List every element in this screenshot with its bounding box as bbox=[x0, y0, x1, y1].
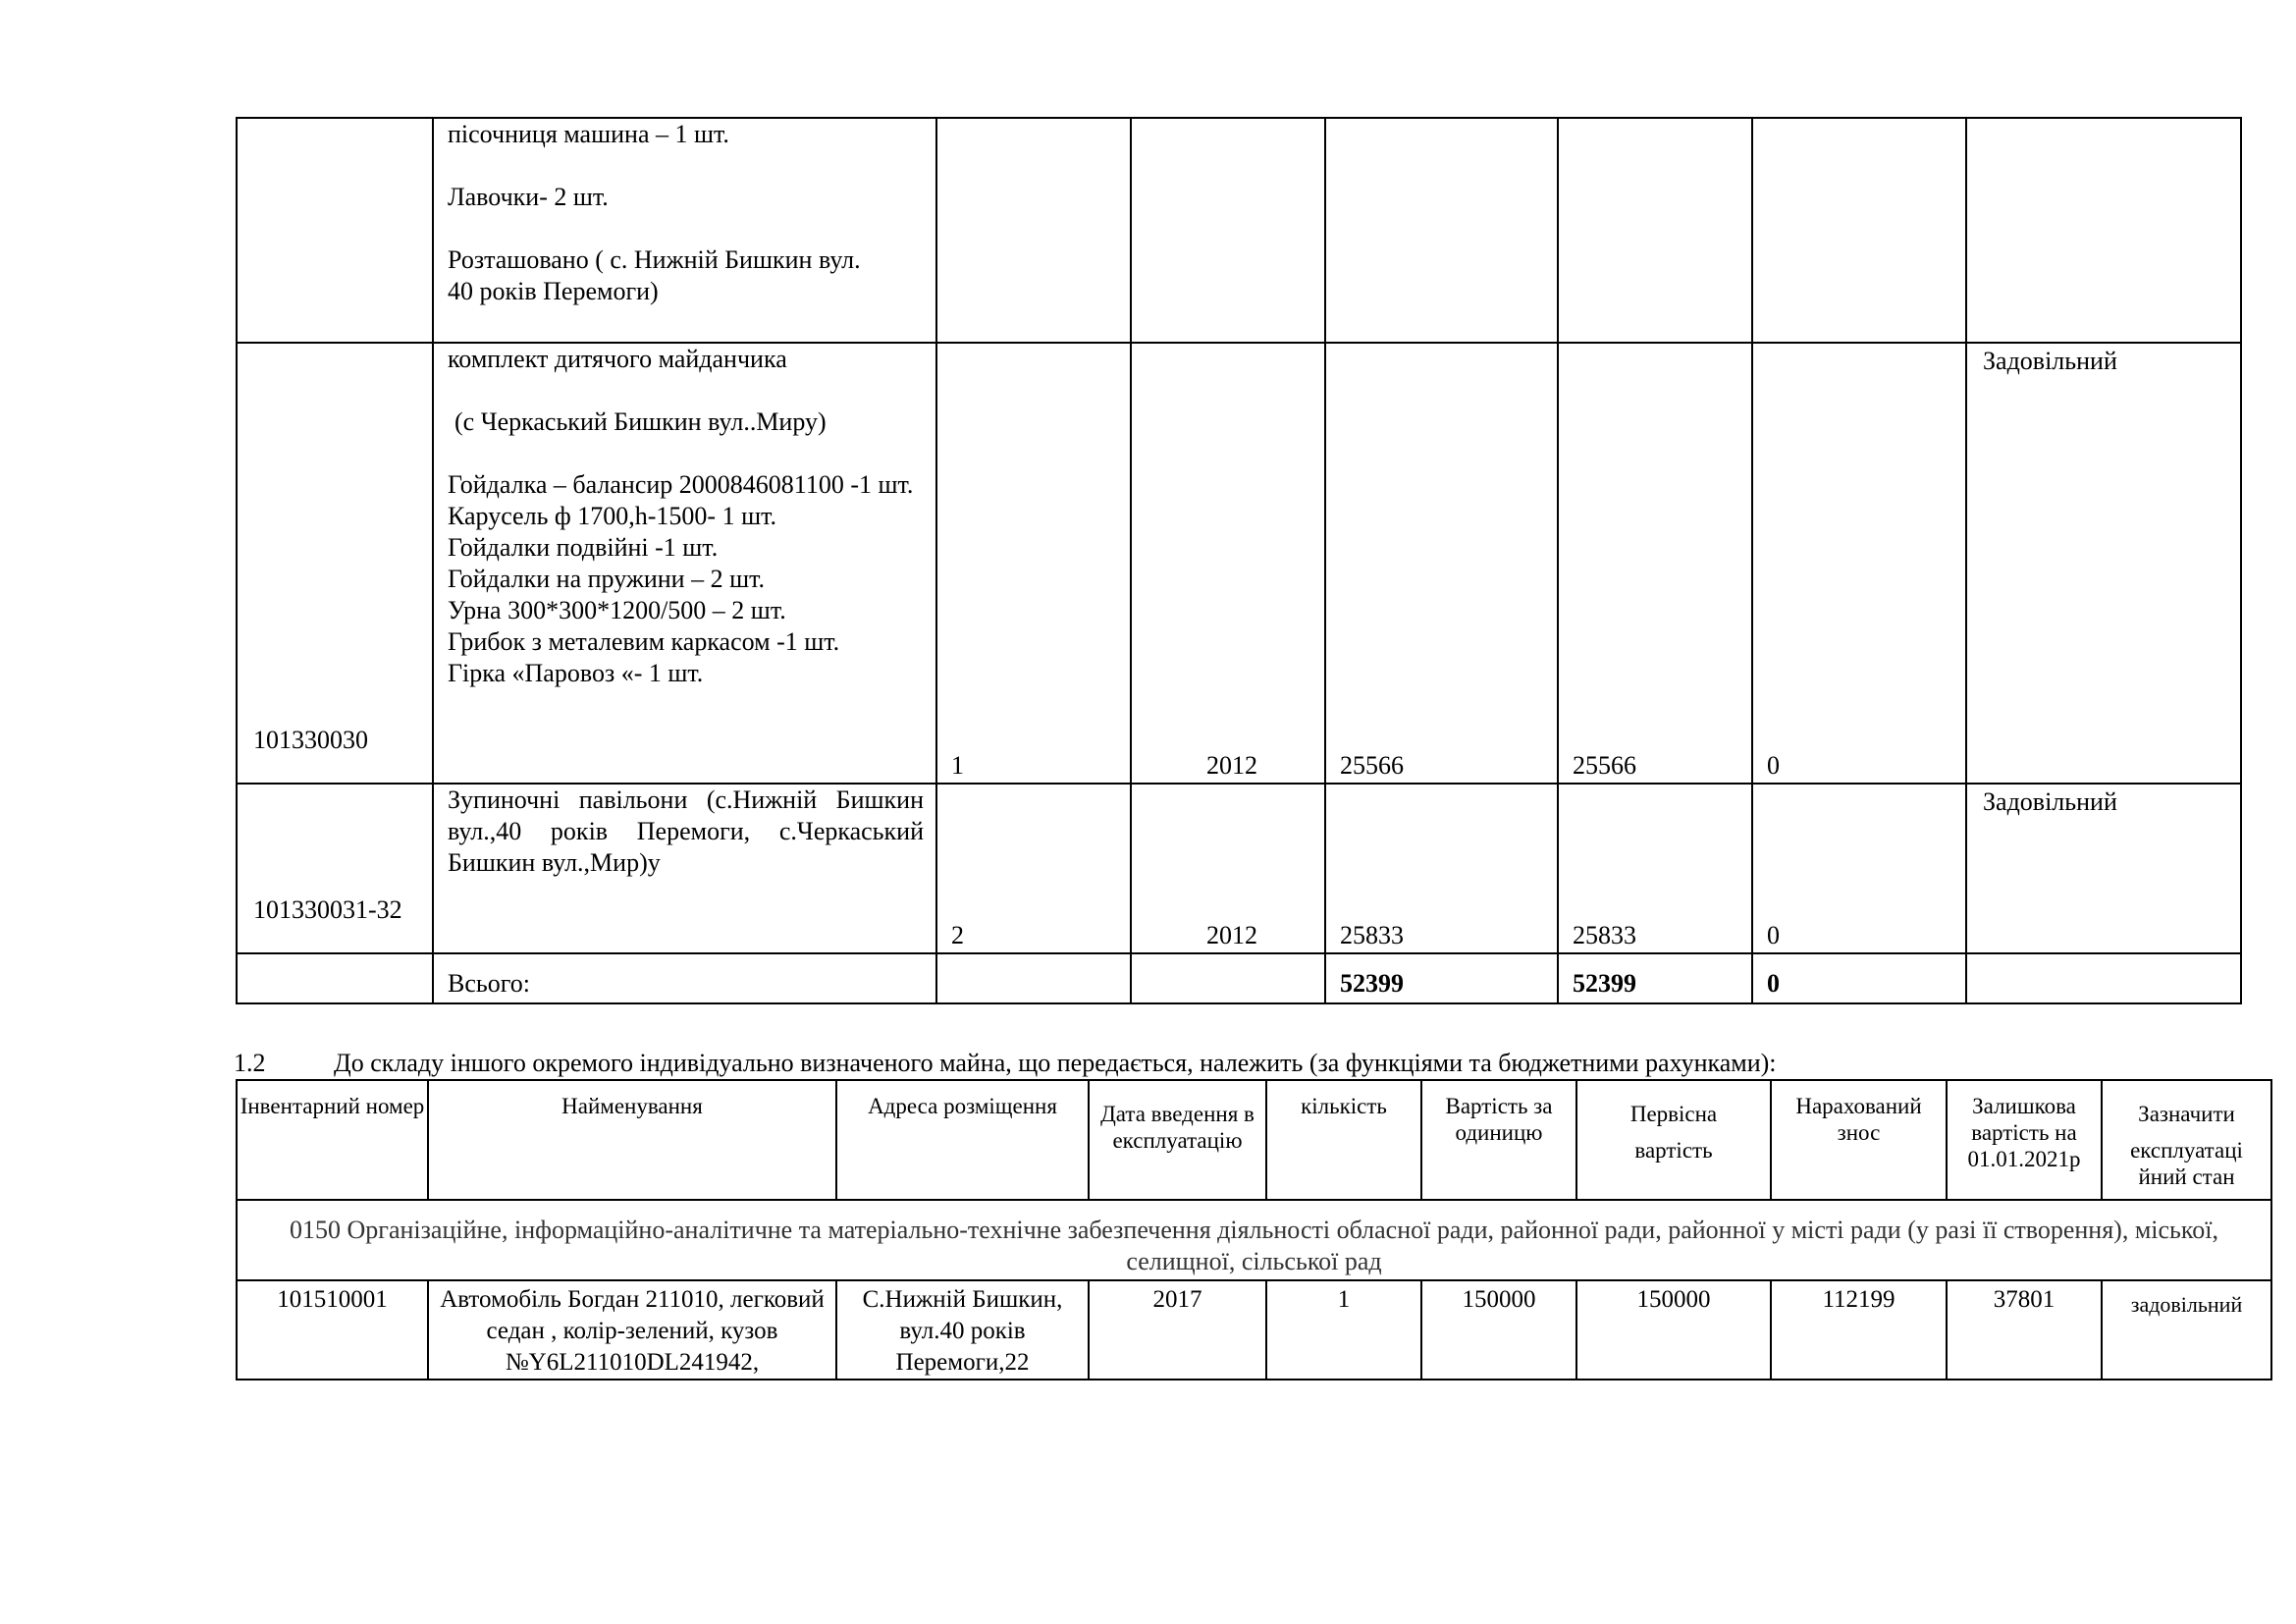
name-cell: Автомобіль Богдан 211010, легковий седан , колір-зелений, кузов №Y6L211010DL241942, bbox=[428, 1280, 836, 1380]
header-name: Найменування bbox=[428, 1080, 836, 1200]
inventory-number: 101330030 bbox=[253, 726, 368, 754]
price-cell bbox=[1325, 118, 1558, 343]
header-date: Дата введення в експлуатацію bbox=[1089, 1080, 1266, 1200]
initial-cost-cell bbox=[1558, 343, 1752, 784]
total-wear: 0 bbox=[1767, 969, 1780, 998]
header-address: Адреса розміщення bbox=[836, 1080, 1089, 1200]
quantity-cell: 1 bbox=[1266, 1280, 1421, 1380]
address-cell: С.Нижній Бишкин, вул.40 років Перемоги,22 bbox=[836, 1280, 1089, 1380]
total-price: 52399 bbox=[1340, 969, 1404, 998]
residual-cell: 37801 bbox=[1947, 1280, 2102, 1380]
condition-cell bbox=[1966, 343, 2241, 784]
description-line: Гойдалки на пружини – 2 шт. bbox=[448, 565, 765, 593]
header-residual: Залишкова вартість на 01.01.2021р bbox=[1947, 1080, 2102, 1200]
assets-table-continued bbox=[236, 117, 2242, 1004]
wear-cell bbox=[1752, 784, 1966, 953]
description-cell bbox=[433, 784, 936, 953]
year-value: 2012 bbox=[1206, 921, 1257, 949]
table1-total-row bbox=[237, 953, 2241, 1003]
condition-value: Задовільний bbox=[1983, 787, 2117, 816]
wear-cell: 112199 bbox=[1771, 1280, 1947, 1380]
quantity-cell bbox=[936, 343, 1131, 784]
header-inventory: Інвентарний номер bbox=[237, 1080, 428, 1200]
quantity-cell bbox=[936, 784, 1131, 953]
price-value: 25833 bbox=[1340, 921, 1404, 949]
description-line: Зупиночні павільони (с.Нижній Бишкин вул.,40 років Перемоги, с.Черкаський Бишкин вул.,Мир)у bbox=[448, 785, 924, 877]
table1-row bbox=[237, 118, 2241, 343]
header-quantity: кількість bbox=[1266, 1080, 1421, 1200]
wear-value: 0 bbox=[1767, 921, 1780, 949]
section-heading bbox=[234, 1049, 1777, 1078]
inventory-number: 101330031-32 bbox=[253, 895, 402, 924]
inventory-cell bbox=[237, 784, 433, 953]
header-condition: Зазначити експлуатаці йний стан bbox=[2102, 1080, 2271, 1200]
year-cell bbox=[1131, 343, 1325, 784]
total-label: Всього: bbox=[448, 969, 530, 998]
quantity-value: 2 bbox=[951, 921, 964, 949]
total-initial-cost: 52399 bbox=[1573, 969, 1636, 998]
year-value: 2012 bbox=[1206, 751, 1257, 780]
description-line: пісочниця машина – 1 шт. bbox=[448, 120, 729, 148]
table2-row bbox=[237, 1280, 2271, 1380]
condition-cell: задовільний bbox=[2102, 1280, 2271, 1380]
initial-cost-value: 25833 bbox=[1573, 921, 1636, 949]
initial-cost-cell: 150000 bbox=[1576, 1280, 1771, 1380]
year-cell bbox=[1131, 784, 1325, 953]
condition-cell bbox=[1966, 118, 2241, 343]
table2-header-row bbox=[237, 1080, 2271, 1200]
header-unit-price: Вартість за одиницю bbox=[1421, 1080, 1576, 1200]
description-cell bbox=[433, 118, 936, 343]
description-line: Гірка «Паровоз «- 1 шт. bbox=[448, 659, 704, 687]
budget-category: 0150 Організаційне, інформаційно-аналітичне та матеріально-технічне забезпечення діяльності обласної ради, районної ради, районної у місті ради (у разі її створення), міської, селищної, сільської рад bbox=[237, 1200, 2271, 1280]
section-number: 1.2 bbox=[234, 1049, 266, 1077]
price-cell bbox=[1325, 784, 1558, 953]
table1-row bbox=[237, 343, 2241, 784]
description-line: 40 років Перемоги) bbox=[448, 277, 659, 305]
property-table bbox=[236, 1079, 2272, 1380]
description-line: Розташовано ( с. Нижній Бишкин вул. bbox=[448, 245, 861, 274]
condition-cell bbox=[1966, 784, 2241, 953]
wear-cell bbox=[1752, 343, 1966, 784]
table1-row bbox=[237, 784, 2241, 953]
initial-cost-cell bbox=[1558, 118, 1752, 343]
inventory-cell bbox=[237, 118, 433, 343]
description-line: (с Черкаський Бишкин вул..Миру) bbox=[454, 407, 827, 436]
initial-cost-cell bbox=[1558, 784, 1752, 953]
description-line: Урна 300*300*1200/500 – 2 шт. bbox=[448, 596, 786, 624]
wear-cell bbox=[1752, 118, 1966, 343]
initial-cost-value: 25566 bbox=[1573, 751, 1636, 780]
description-line: Лавочки- 2 шт. bbox=[448, 183, 609, 211]
wear-value: 0 bbox=[1767, 751, 1780, 780]
year-cell bbox=[1131, 118, 1325, 343]
unit-price-cell: 150000 bbox=[1421, 1280, 1576, 1380]
header-wear: Нарахований знос bbox=[1771, 1080, 1947, 1200]
inventory-cell: 101510001 bbox=[237, 1280, 428, 1380]
date-cell: 2017 bbox=[1089, 1280, 1266, 1380]
description-line: комплект дитячого майданчика bbox=[448, 345, 787, 373]
header-initial-cost: Первісна вартість bbox=[1576, 1080, 1771, 1200]
table2-category-row bbox=[237, 1200, 2271, 1280]
description-line: Грибок з металевим каркасом -1 шт. bbox=[448, 627, 840, 656]
inventory-cell bbox=[237, 343, 433, 784]
price-value: 25566 bbox=[1340, 751, 1404, 780]
description-cell bbox=[433, 343, 936, 784]
condition-value: Задовільний bbox=[1983, 347, 2117, 375]
price-cell bbox=[1325, 343, 1558, 784]
description-line: Гойдалка – балансир 2000846081100 -1 шт. bbox=[448, 470, 914, 499]
description-line: Карусель ф 1700,h-1500- 1 шт. bbox=[448, 502, 777, 530]
quantity-value: 1 bbox=[951, 751, 964, 780]
section-text: До складу іншого окремого індивідуально визначеного майна, що передається, належить (за функціями та бюджетними рахунками): bbox=[334, 1049, 1777, 1077]
quantity-cell bbox=[936, 118, 1131, 343]
description-line: Гойдалки подвійні -1 шт. bbox=[448, 533, 719, 562]
